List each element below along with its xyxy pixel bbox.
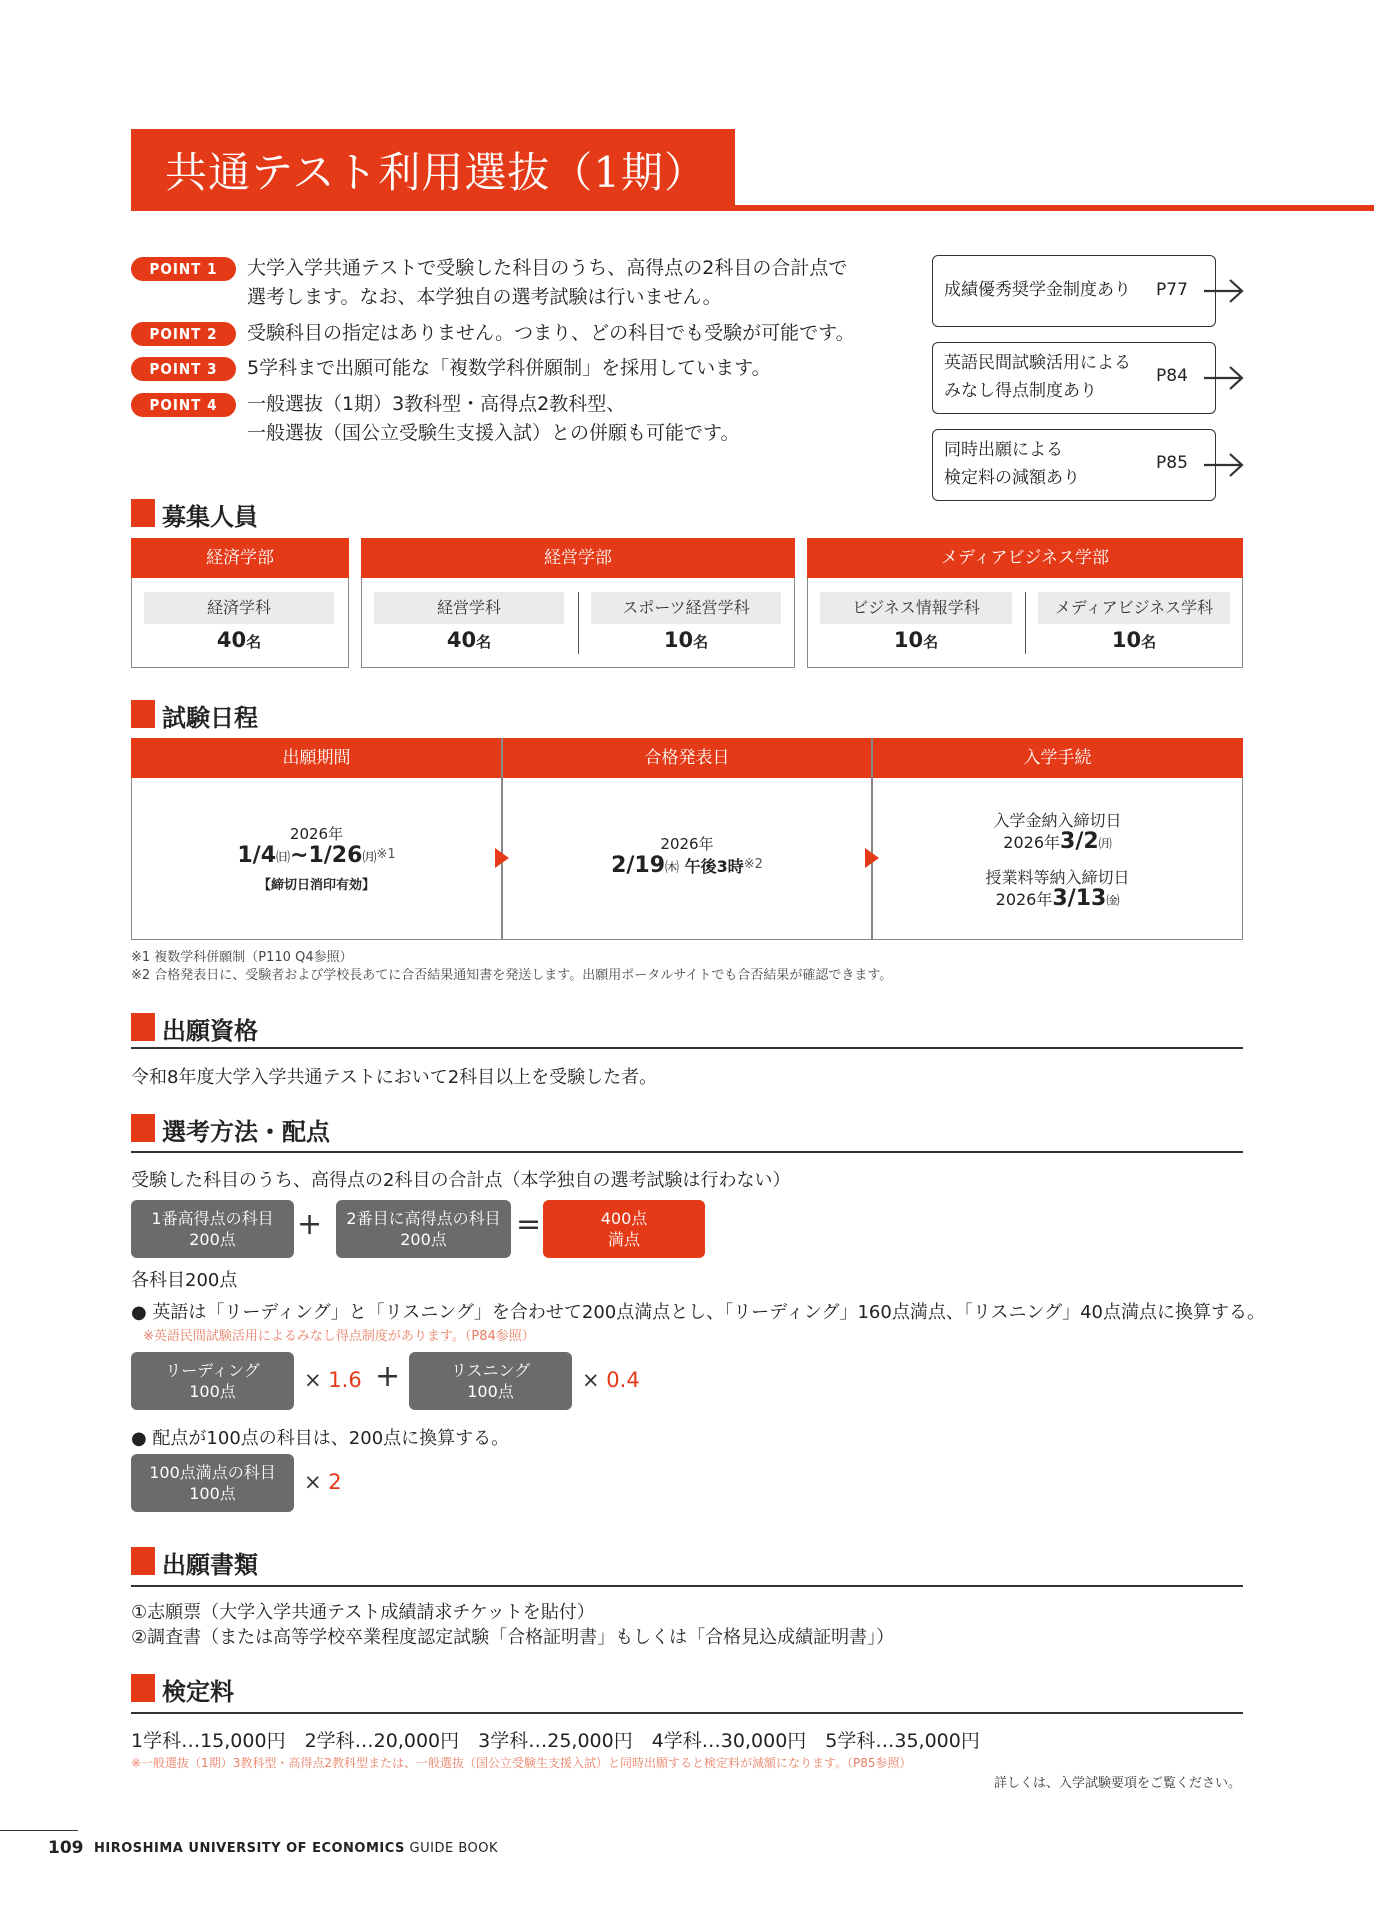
department-name: 経営学部 — [361, 538, 795, 578]
fee-more-info: 詳しくは、入学試験要項をご覧ください。 — [993, 1776, 1241, 1791]
point-4-badge: POINT 4 — [131, 393, 236, 417]
major-label: スポーツ経営学科 — [591, 592, 781, 624]
department-name: メディアビジネス学部 — [807, 538, 1243, 578]
major-label: ビジネス情報学科 — [820, 592, 1012, 624]
plus-sign: + — [297, 1207, 323, 1242]
section-rule — [131, 1585, 1243, 1587]
section-rule — [131, 1151, 1243, 1153]
hundred-point-rule: ● 配点が100点の科目は、200点に換算する。 — [131, 1428, 510, 1449]
section-title-selection: 選考方法・配点 — [162, 1118, 330, 1146]
major-label: メディアビジネス学科 — [1038, 592, 1230, 624]
application-year: 2026年 — [289, 825, 344, 843]
equals-sign: = — [516, 1207, 542, 1242]
document-item: ②調査書（または高等学校卒業程度認定試験「合格証明書」もしくは「合格見込成績証明書」） — [131, 1627, 895, 1648]
score-box-top-subject: 1番高得点の科目 200点 — [131, 1200, 294, 1258]
major-count: 40名 — [446, 628, 492, 652]
point-1-text: 大学入学共通テストで受験した科目のうち、高得点の2科目の合計点で 選考します。なお、本学独自の選考試験は行いません。 — [247, 257, 848, 308]
point-2-text: 受験科目の指定はありません。つまり、どの科目でも受験が可能です。 — [247, 322, 855, 344]
eligibility-text: 令和8年度大学入学共通テストにおいて2科目以上を受験した者。 — [131, 1067, 658, 1088]
ref-fee-page: P85 — [1156, 453, 1188, 473]
ref-english-label: 英語民間試験活用による みなし得点制度あり — [944, 353, 1131, 401]
arrow-right-icon — [1202, 364, 1246, 392]
major-count: 10名 — [1111, 628, 1157, 652]
page-title: 共通テスト利用選抜（1期） — [165, 148, 708, 197]
procedure-date-entrance-fee: 2026年3/2㈪ — [1003, 829, 1112, 854]
department-name: 経済学部 — [131, 538, 349, 578]
plus-sign: + — [375, 1359, 401, 1394]
selection-intro: 受験した科目のうち、高得点の2科目の合計点（本学独自の選考試験は行わない） — [131, 1170, 791, 1191]
point-2-badge: POINT 2 — [131, 322, 236, 346]
arrow-right-icon — [1202, 451, 1246, 479]
section-marker — [131, 1674, 155, 1702]
score-box-listening: リスニング 100点 — [409, 1352, 572, 1410]
section-rule — [131, 1047, 1243, 1049]
section-marker — [131, 1547, 155, 1575]
ref-scholarship-label: 成績優秀奨学金制度あり — [944, 280, 1131, 300]
reading-multiplier: × 1.6 — [304, 1368, 362, 1392]
section-marker — [131, 499, 155, 527]
ref-scholarship-page: P77 — [1156, 280, 1188, 300]
major-count: 10名 — [663, 628, 709, 652]
major-label: 経営学科 — [374, 592, 564, 624]
point-3-badge: POINT 3 — [131, 357, 236, 381]
ref-english-page: P84 — [1156, 366, 1188, 386]
procedure-label-tuition: 授業料等納入締切日 — [985, 868, 1130, 887]
each-subject-points: 各科目200点 — [131, 1270, 238, 1291]
section-title-schedule: 試験日程 — [162, 704, 258, 732]
score-box-total: 400点 満点 — [543, 1200, 705, 1258]
hundred-multiplier: × 2 — [304, 1470, 342, 1494]
schedule-note-1: ※1 複数学科併願制（P110 Q4参照） — [131, 950, 353, 965]
procedure-date-tuition: 2026年3/13㈮ — [995, 886, 1120, 911]
english-note: ※英語民間試験活用によるみなし得点制度があります。（P84参照） — [143, 1329, 535, 1344]
application-postmark-note: 【締切日消印有効】 — [257, 878, 375, 893]
listening-multiplier: × 0.4 — [582, 1368, 640, 1392]
score-box-hundred: 100点満点の科目 100点 — [131, 1454, 294, 1512]
point-1-badge: POINT 1 — [131, 257, 236, 281]
application-dates: 1/4㈰~1/26㈪$^{※1}$ — [237, 843, 396, 868]
section-marker — [131, 700, 155, 728]
score-box-reading: リーディング 100点 — [131, 1352, 294, 1410]
score-box-second-subject: 2番目に高得点の科目 200点 — [336, 1200, 511, 1258]
footer-rule — [0, 1830, 78, 1831]
footer-title: HIROSHIMA UNIVERSITY OF ECONOMICS GUIDE BOOK — [94, 1841, 498, 1856]
schedule-header-announcement: 合格発表日 — [502, 738, 872, 778]
column-divider — [578, 592, 579, 654]
fee-note: ※一般選抜（1期）3教科型・高得点2教科型または、一般選抜（国公立受験生支援入試）と同時出願すると検定料が減額になります。（P85参照） — [131, 1756, 912, 1770]
arrow-right-icon — [1202, 277, 1246, 305]
schedule-header-application: 出願期間 — [131, 738, 502, 778]
section-marker — [131, 1114, 155, 1142]
page-number: 109 — [48, 1838, 84, 1858]
section-title-eligibility: 出願資格 — [162, 1017, 258, 1045]
document-item: ①志願票（大学入学共通テスト成績請求チケットを貼付） — [131, 1602, 595, 1623]
major-count: 40名 — [216, 628, 262, 652]
schedule-note-2: ※2 合格発表日に、受験者および学校長あてに合否結果通知書を発送します。出願用ポータルサイトでも合否結果が確認できます。 — [131, 968, 893, 983]
section-title-documents: 出願書類 — [162, 1551, 258, 1579]
major-count: 10名 — [893, 628, 939, 652]
english-rule: ● 英語は「リーディング」と「リスニング」を合わせて200点満点とし、「リーディング」160点満点、「リスニング」40点満点に換算する。 — [131, 1302, 1265, 1323]
schedule-header-procedure: 入学手続 — [872, 738, 1243, 778]
column-divider — [1025, 592, 1026, 654]
ref-fee-label: 同時出願による 検定料の減額あり — [944, 440, 1080, 488]
point-3-text: 5学科まで出願可能な「複数学科併願制」を採用しています。 — [247, 357, 771, 379]
announcement-date: 2/19㈭ 午後3時$^{※2}$ — [611, 853, 763, 878]
section-rule — [131, 1712, 1243, 1714]
section-title-fee: 検定料 — [162, 1678, 234, 1706]
section-title-enrollment: 募集人員 — [162, 503, 258, 531]
title-underline — [131, 205, 1374, 211]
section-marker — [131, 1013, 155, 1041]
announcement-year: 2026年 — [660, 835, 714, 853]
point-4-text: 一般選抜（1期）3教科型・高得点2教科型、 一般選抜（国公立受験生支援入試）との併願も可能です。 — [247, 393, 740, 444]
fee-schedule: 1学科…15,000円 2学科…20,000円 3学科…25,000円 4学科…30,000円 5学科…35,000円 — [131, 1730, 980, 1752]
procedure-label-entrance-fee: 入学金納入締切日 — [993, 811, 1122, 830]
major-label: 経済学科 — [144, 592, 334, 624]
